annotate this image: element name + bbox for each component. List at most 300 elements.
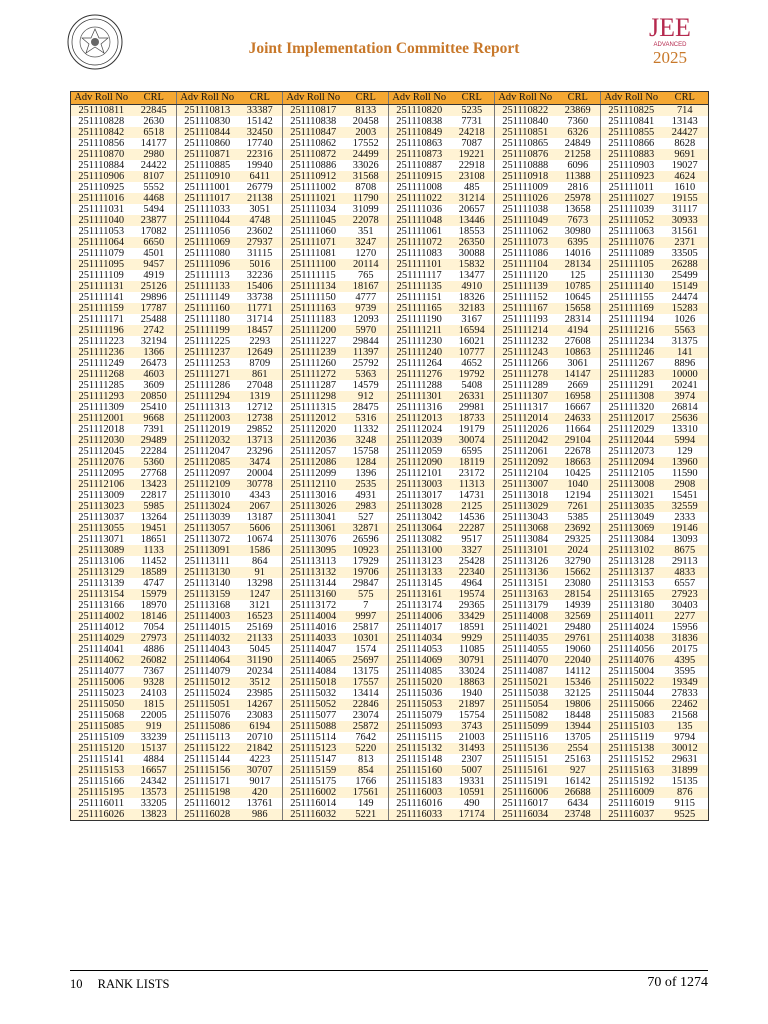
roll-no-cell: 251110838	[389, 116, 450, 127]
roll-no-cell: 251115086	[177, 721, 238, 732]
crl-cell: 28134	[556, 259, 601, 270]
roll-no-cell: 251113172	[283, 600, 344, 611]
roll-no-cell: 251111034	[283, 204, 344, 215]
roll-no-cell: 251111008	[389, 182, 450, 193]
crl-cell: 15406	[238, 281, 283, 292]
table-row	[71, 787, 709, 798]
roll-no-cell: 251111104	[495, 259, 556, 270]
crl-cell: 141	[662, 347, 709, 358]
roll-no-cell: 251111214	[495, 325, 556, 336]
crl-cell: 17557	[344, 677, 389, 688]
svg-text:ADVANCED: ADVANCED	[653, 42, 687, 48]
roll-no-cell: 251115175	[283, 776, 344, 787]
roll-no-cell: 251111246	[601, 347, 662, 358]
crl-cell: 26082	[132, 655, 177, 666]
roll-no-cell: 251113133	[389, 567, 450, 578]
crl-cell: 29981	[450, 402, 495, 413]
crl-cell: 31561	[662, 226, 709, 237]
roll-no-cell: 251111216	[601, 325, 662, 336]
crl-cell: 25488	[132, 314, 177, 325]
roll-no-cell: 251111016	[71, 193, 132, 204]
roll-no-cell: 251113139	[71, 578, 132, 589]
roll-no-cell: 251113123	[389, 556, 450, 567]
table-row	[71, 556, 709, 567]
roll-no-cell: 251113129	[71, 567, 132, 578]
roll-no-cell: 251113161	[389, 589, 450, 600]
roll-no-cell: 251115113	[177, 732, 238, 743]
roll-no-cell: 251113136	[495, 567, 556, 578]
crl-cell: 19027	[662, 160, 709, 171]
crl-cell: 30012	[662, 743, 709, 754]
table-row	[71, 523, 709, 534]
crl-cell: 1396	[344, 468, 389, 479]
crl-cell: 15346	[556, 677, 601, 688]
roll-no-cell: 251111072	[389, 237, 450, 248]
crl-cell: 17174	[450, 809, 495, 821]
crl-cell: 33387	[238, 105, 283, 117]
crl-cell: 22005	[132, 710, 177, 721]
crl-cell: 4223	[238, 754, 283, 765]
roll-no-cell: 251113132	[283, 567, 344, 578]
roll-no-cell: 251113159	[177, 589, 238, 600]
table-row	[71, 325, 709, 336]
roll-no-cell: 251110811	[71, 105, 132, 117]
table-row	[71, 193, 709, 204]
crl-cell: 16657	[132, 765, 177, 776]
roll-no-cell: 251112076	[71, 457, 132, 468]
crl-cell: 27608	[556, 336, 601, 347]
crl-cell: 18970	[132, 600, 177, 611]
roll-no-cell: 251112105	[601, 468, 662, 479]
crl-cell: 32569	[556, 611, 601, 622]
crl-cell: 4624	[662, 171, 709, 182]
roll-no-cell: 251111227	[283, 336, 344, 347]
roll-no-cell: 251111071	[283, 237, 344, 248]
roll-no-cell: 251111190	[389, 314, 450, 325]
roll-no-cell: 251111056	[177, 226, 238, 237]
roll-no-cell: 251113091	[177, 545, 238, 556]
crl-cell: 5007	[450, 765, 495, 776]
roll-no-cell: 251113055	[71, 523, 132, 534]
roll-no-cell: 251113082	[389, 534, 450, 545]
crl-cell: 8709	[238, 358, 283, 369]
crl-cell: 13705	[556, 732, 601, 743]
crl-cell: 2067	[238, 501, 283, 512]
crl-cell: 10674	[238, 534, 283, 545]
table-row	[71, 567, 709, 578]
table-row	[71, 655, 709, 666]
roll-no-cell: 251111069	[177, 237, 238, 248]
crl-cell: 22678	[556, 446, 601, 457]
table-row	[71, 710, 709, 721]
roll-no-cell: 251111165	[389, 303, 450, 314]
roll-no-cell: 251112012	[283, 413, 344, 424]
roll-no-cell: 251110883	[601, 149, 662, 160]
roll-no-cell: 251115138	[601, 743, 662, 754]
crl-cell: 18663	[556, 457, 601, 468]
roll-no-cell: 251115066	[601, 699, 662, 710]
roll-no-cell: 251115195	[71, 787, 132, 798]
roll-no-cell: 251114006	[389, 611, 450, 622]
crl-cell: 23985	[238, 688, 283, 699]
crl-cell: 20241	[662, 380, 709, 391]
crl-cell: 8896	[662, 358, 709, 369]
table-row	[71, 105, 709, 117]
roll-no-cell: 251111211	[389, 325, 450, 336]
roll-no-cell: 251111033	[177, 204, 238, 215]
crl-cell: 18733	[450, 413, 495, 424]
roll-no-cell: 251115123	[283, 743, 344, 754]
roll-no-cell: 251111285	[71, 380, 132, 391]
crl-cell: 1319	[238, 391, 283, 402]
svg-text:JEE: JEE	[649, 13, 691, 42]
roll-no-cell: 251110813	[177, 105, 238, 117]
roll-no-cell: 251111045	[283, 215, 344, 226]
crl-cell: 4833	[662, 567, 709, 578]
crl-cell: 21138	[238, 193, 283, 204]
table-row	[71, 457, 709, 468]
roll-no-cell: 251111113	[177, 270, 238, 281]
roll-no-cell: 251111060	[283, 226, 344, 237]
crl-cell: 5985	[132, 501, 177, 512]
roll-no-cell: 251111036	[389, 204, 450, 215]
crl-cell: 22287	[450, 523, 495, 534]
crl-cell: 18651	[132, 534, 177, 545]
crl-cell: 24474	[662, 292, 709, 303]
roll-no-cell: 251113180	[601, 600, 662, 611]
roll-no-cell: 251111272	[283, 369, 344, 380]
section-title: RANK LISTS	[97, 977, 170, 991]
crl-cell: 13761	[238, 798, 283, 809]
crl-cell: 135	[662, 721, 709, 732]
crl-cell: 12093	[344, 314, 389, 325]
crl-cell: 22340	[450, 567, 495, 578]
roll-no-cell: 251114017	[389, 622, 450, 633]
crl-cell: 1247	[238, 589, 283, 600]
crl-cell: 9929	[450, 633, 495, 644]
roll-no-cell: 251111089	[601, 248, 662, 259]
roll-no-cell: 251111063	[601, 226, 662, 237]
roll-no-cell: 251115032	[283, 688, 344, 699]
crl-cell: 24633	[556, 413, 601, 424]
roll-no-cell: 251112045	[71, 446, 132, 457]
crl-cell: 19574	[450, 589, 495, 600]
crl-cell: 4468	[132, 193, 177, 204]
roll-no-cell: 251114076	[601, 655, 662, 666]
crl-cell: 31714	[238, 314, 283, 325]
roll-no-cell: 251111193	[495, 314, 556, 325]
roll-no-cell: 251111131	[71, 281, 132, 292]
crl-cell: 32236	[238, 270, 283, 281]
crl-cell: 13960	[662, 457, 709, 468]
crl-cell: 10923	[344, 545, 389, 556]
crl-cell: 19451	[132, 523, 177, 534]
roll-no-cell: 251110828	[71, 116, 132, 127]
crl-cell: 1026	[662, 314, 709, 325]
roll-no-cell: 251113076	[283, 534, 344, 545]
crl-cell: 21568	[662, 710, 709, 721]
crl-cell: 22846	[344, 699, 389, 710]
roll-no-cell: 251111253	[177, 358, 238, 369]
crl-cell: 29844	[344, 336, 389, 347]
table-row	[71, 545, 709, 556]
roll-no-cell: 251111109	[71, 270, 132, 281]
crl-cell: 5563	[662, 325, 709, 336]
roll-no-cell: 251111009	[495, 182, 556, 193]
roll-no-cell: 251115156	[177, 765, 238, 776]
roll-no-cell: 251112101	[389, 468, 450, 479]
crl-cell: 19060	[556, 644, 601, 655]
roll-no-cell: 251111287	[283, 380, 344, 391]
crl-cell: 3743	[450, 721, 495, 732]
crl-cell: 11388	[556, 171, 601, 182]
roll-no-cell: 251111151	[389, 292, 450, 303]
roll-no-cell: 251111288	[389, 380, 450, 391]
roll-no-cell: 251112039	[389, 435, 450, 446]
roll-no-cell: 251112036	[283, 435, 344, 446]
crl-cell: 33239	[132, 732, 177, 743]
roll-no-cell: 251111027	[601, 193, 662, 204]
crl-cell: 16523	[238, 611, 283, 622]
roll-no-cell: 251110912	[283, 171, 344, 182]
roll-no-cell: 251111298	[283, 391, 344, 402]
roll-no-cell: 251110885	[177, 160, 238, 171]
table-row	[71, 534, 709, 545]
crl-cell: 33205	[132, 798, 177, 809]
roll-no-cell: 251110873	[389, 149, 450, 160]
crl-cell: 33429	[450, 611, 495, 622]
roll-no-cell: 251112018	[71, 424, 132, 435]
roll-no-cell: 251113144	[283, 578, 344, 589]
crl-cell: 33026	[344, 160, 389, 171]
crl-cell: 33024	[450, 666, 495, 677]
roll-no-cell: 251110918	[495, 171, 556, 182]
crl-cell: 26350	[450, 237, 495, 248]
roll-no-cell: 251115051	[177, 699, 238, 710]
roll-no-cell: 251113039	[177, 512, 238, 523]
roll-no-cell: 251113028	[389, 501, 450, 512]
crl-cell: 9457	[132, 259, 177, 270]
roll-no-cell: 251111064	[71, 237, 132, 248]
crl-cell: 4395	[662, 655, 709, 666]
table-row	[71, 721, 709, 732]
crl-cell: 2669	[556, 380, 601, 391]
roll-no-cell: 251113151	[495, 578, 556, 589]
crl-cell: 1366	[132, 347, 177, 358]
column-header-roll-no: Adv Roll No	[495, 92, 556, 105]
crl-cell: 14536	[450, 512, 495, 523]
crl-cell: 29847	[344, 578, 389, 589]
roll-no-cell: 251111052	[601, 215, 662, 226]
crl-cell: 28475	[344, 402, 389, 413]
roll-no-cell: 251113035	[601, 501, 662, 512]
crl-cell: 31190	[238, 655, 283, 666]
crl-cell: 20234	[238, 666, 283, 677]
roll-no-cell: 251110903	[601, 160, 662, 171]
roll-no-cell: 251111044	[177, 215, 238, 226]
roll-no-cell: 251110822	[495, 105, 556, 117]
crl-cell: 18589	[132, 567, 177, 578]
roll-no-cell: 251110851	[495, 127, 556, 138]
rank-list-table	[70, 91, 709, 821]
roll-no-cell: 251113008	[601, 479, 662, 490]
crl-cell: 11397	[344, 347, 389, 358]
roll-no-cell: 251110915	[389, 171, 450, 182]
crl-cell: 864	[238, 556, 283, 567]
crl-cell: 14177	[132, 138, 177, 149]
roll-no-cell: 251113061	[283, 523, 344, 534]
crl-cell: 6194	[238, 721, 283, 732]
crl-cell: 4652	[450, 358, 495, 369]
table-row	[71, 743, 709, 754]
roll-no-cell: 251115192	[601, 776, 662, 787]
crl-cell: 485	[450, 182, 495, 193]
roll-no-cell: 251112090	[389, 457, 450, 468]
crl-cell: 30778	[238, 479, 283, 490]
roll-no-cell: 251111017	[177, 193, 238, 204]
crl-cell: 813	[344, 754, 389, 765]
crl-cell: 29489	[132, 435, 177, 446]
crl-cell: 2554	[556, 743, 601, 754]
crl-cell: 927	[556, 765, 601, 776]
crl-cell: 22462	[662, 699, 709, 710]
crl-cell: 24849	[556, 138, 601, 149]
roll-no-cell: 251111080	[177, 248, 238, 259]
crl-cell: 10425	[556, 468, 601, 479]
roll-no-cell: 251111040	[71, 215, 132, 226]
crl-cell: 31568	[344, 171, 389, 182]
crl-cell: 29631	[662, 754, 709, 765]
roll-no-cell: 251110820	[389, 105, 450, 117]
crl-cell: 25428	[450, 556, 495, 567]
roll-no-cell: 251112095	[71, 468, 132, 479]
svg-text:2025: 2025	[653, 48, 687, 67]
crl-cell: 26814	[662, 402, 709, 413]
table-row	[71, 226, 709, 237]
crl-cell: 17561	[344, 787, 389, 798]
crl-cell: 6096	[556, 160, 601, 171]
crl-cell: 13310	[662, 424, 709, 435]
crl-cell: 21842	[238, 743, 283, 754]
roll-no-cell: 251111239	[283, 347, 344, 358]
jee-advanced-logo-icon	[635, 10, 705, 68]
roll-no-cell: 251111076	[601, 237, 662, 248]
table-row	[71, 160, 709, 171]
crl-cell: 23692	[556, 523, 601, 534]
crl-cell: 23869	[556, 105, 601, 117]
crl-cell: 9794	[662, 732, 709, 743]
roll-no-cell: 251114008	[495, 611, 556, 622]
roll-no-cell: 251111120	[495, 270, 556, 281]
roll-no-cell: 251111264	[389, 358, 450, 369]
roll-no-cell: 251114015	[177, 622, 238, 633]
roll-no-cell: 251111316	[389, 402, 450, 413]
crl-cell: 20850	[132, 391, 177, 402]
crl-cell: 25792	[344, 358, 389, 369]
roll-no-cell: 251112042	[495, 435, 556, 446]
roll-no-cell: 251113137	[601, 567, 662, 578]
roll-no-cell: 251115079	[389, 710, 450, 721]
roll-no-cell: 251116019	[601, 798, 662, 809]
crl-cell: 4603	[132, 369, 177, 380]
table-row	[71, 600, 709, 611]
roll-no-cell: 251114041	[71, 644, 132, 655]
crl-cell: 714	[662, 105, 709, 117]
roll-no-cell: 251116017	[495, 798, 556, 809]
table-row	[71, 589, 709, 600]
roll-no-cell: 251111240	[389, 347, 450, 358]
roll-no-cell: 251113166	[71, 600, 132, 611]
roll-no-cell: 251115153	[71, 765, 132, 776]
crl-cell: 22918	[450, 160, 495, 171]
roll-no-cell: 251113106	[71, 556, 132, 567]
roll-no-cell: 251111171	[71, 314, 132, 325]
roll-no-cell: 251111236	[71, 347, 132, 358]
roll-no-cell: 251114047	[283, 644, 344, 655]
crl-cell: 13823	[132, 809, 177, 821]
crl-cell: 22078	[344, 215, 389, 226]
table-row	[71, 644, 709, 655]
crl-cell: 10777	[450, 347, 495, 358]
roll-no-cell: 251111266	[495, 358, 556, 369]
roll-no-cell: 251115068	[71, 710, 132, 721]
crl-cell: 18448	[556, 710, 601, 721]
crl-cell: 26779	[238, 182, 283, 193]
roll-no-cell: 251114033	[283, 633, 344, 644]
roll-no-cell: 251111081	[283, 248, 344, 259]
crl-cell: 5045	[238, 644, 283, 655]
roll-no-cell: 251112085	[177, 457, 238, 468]
roll-no-cell: 251111169	[601, 303, 662, 314]
crl-cell: 28314	[556, 314, 601, 325]
crl-cell: 5385	[556, 512, 601, 523]
roll-no-cell: 251115021	[495, 677, 556, 688]
crl-cell: 30980	[556, 226, 601, 237]
roll-no-cell: 251113049	[601, 512, 662, 523]
table-row	[71, 732, 709, 743]
roll-no-cell: 251115109	[71, 732, 132, 743]
crl-cell: 31099	[344, 204, 389, 215]
crl-cell: 26473	[132, 358, 177, 369]
crl-cell: 11590	[662, 468, 709, 479]
table-row	[71, 369, 709, 380]
crl-cell: 14112	[556, 666, 601, 677]
crl-cell: 351	[344, 226, 389, 237]
crl-cell: 31117	[662, 204, 709, 215]
crl-cell: 5994	[662, 435, 709, 446]
crl-cell: 1284	[344, 457, 389, 468]
crl-cell: 30403	[662, 600, 709, 611]
crl-cell: 19155	[662, 193, 709, 204]
table-row	[71, 413, 709, 424]
crl-cell: 91	[238, 567, 283, 578]
crl-cell: 4884	[132, 754, 177, 765]
roll-no-cell: 251113042	[389, 512, 450, 523]
crl-cell: 4343	[238, 490, 283, 501]
roll-no-cell: 251111196	[71, 325, 132, 336]
roll-no-cell: 251110863	[389, 138, 450, 149]
roll-no-cell: 251111289	[495, 380, 556, 391]
roll-no-cell: 251112032	[177, 435, 238, 446]
crl-cell: 15979	[132, 589, 177, 600]
crl-cell: 11332	[344, 424, 389, 435]
roll-no-cell: 251110925	[71, 182, 132, 193]
roll-no-cell: 251111268	[71, 369, 132, 380]
section-number: 10	[70, 977, 83, 991]
crl-cell: 15135	[662, 776, 709, 787]
crl-cell: 24427	[662, 127, 709, 138]
crl-cell: 765	[344, 270, 389, 281]
